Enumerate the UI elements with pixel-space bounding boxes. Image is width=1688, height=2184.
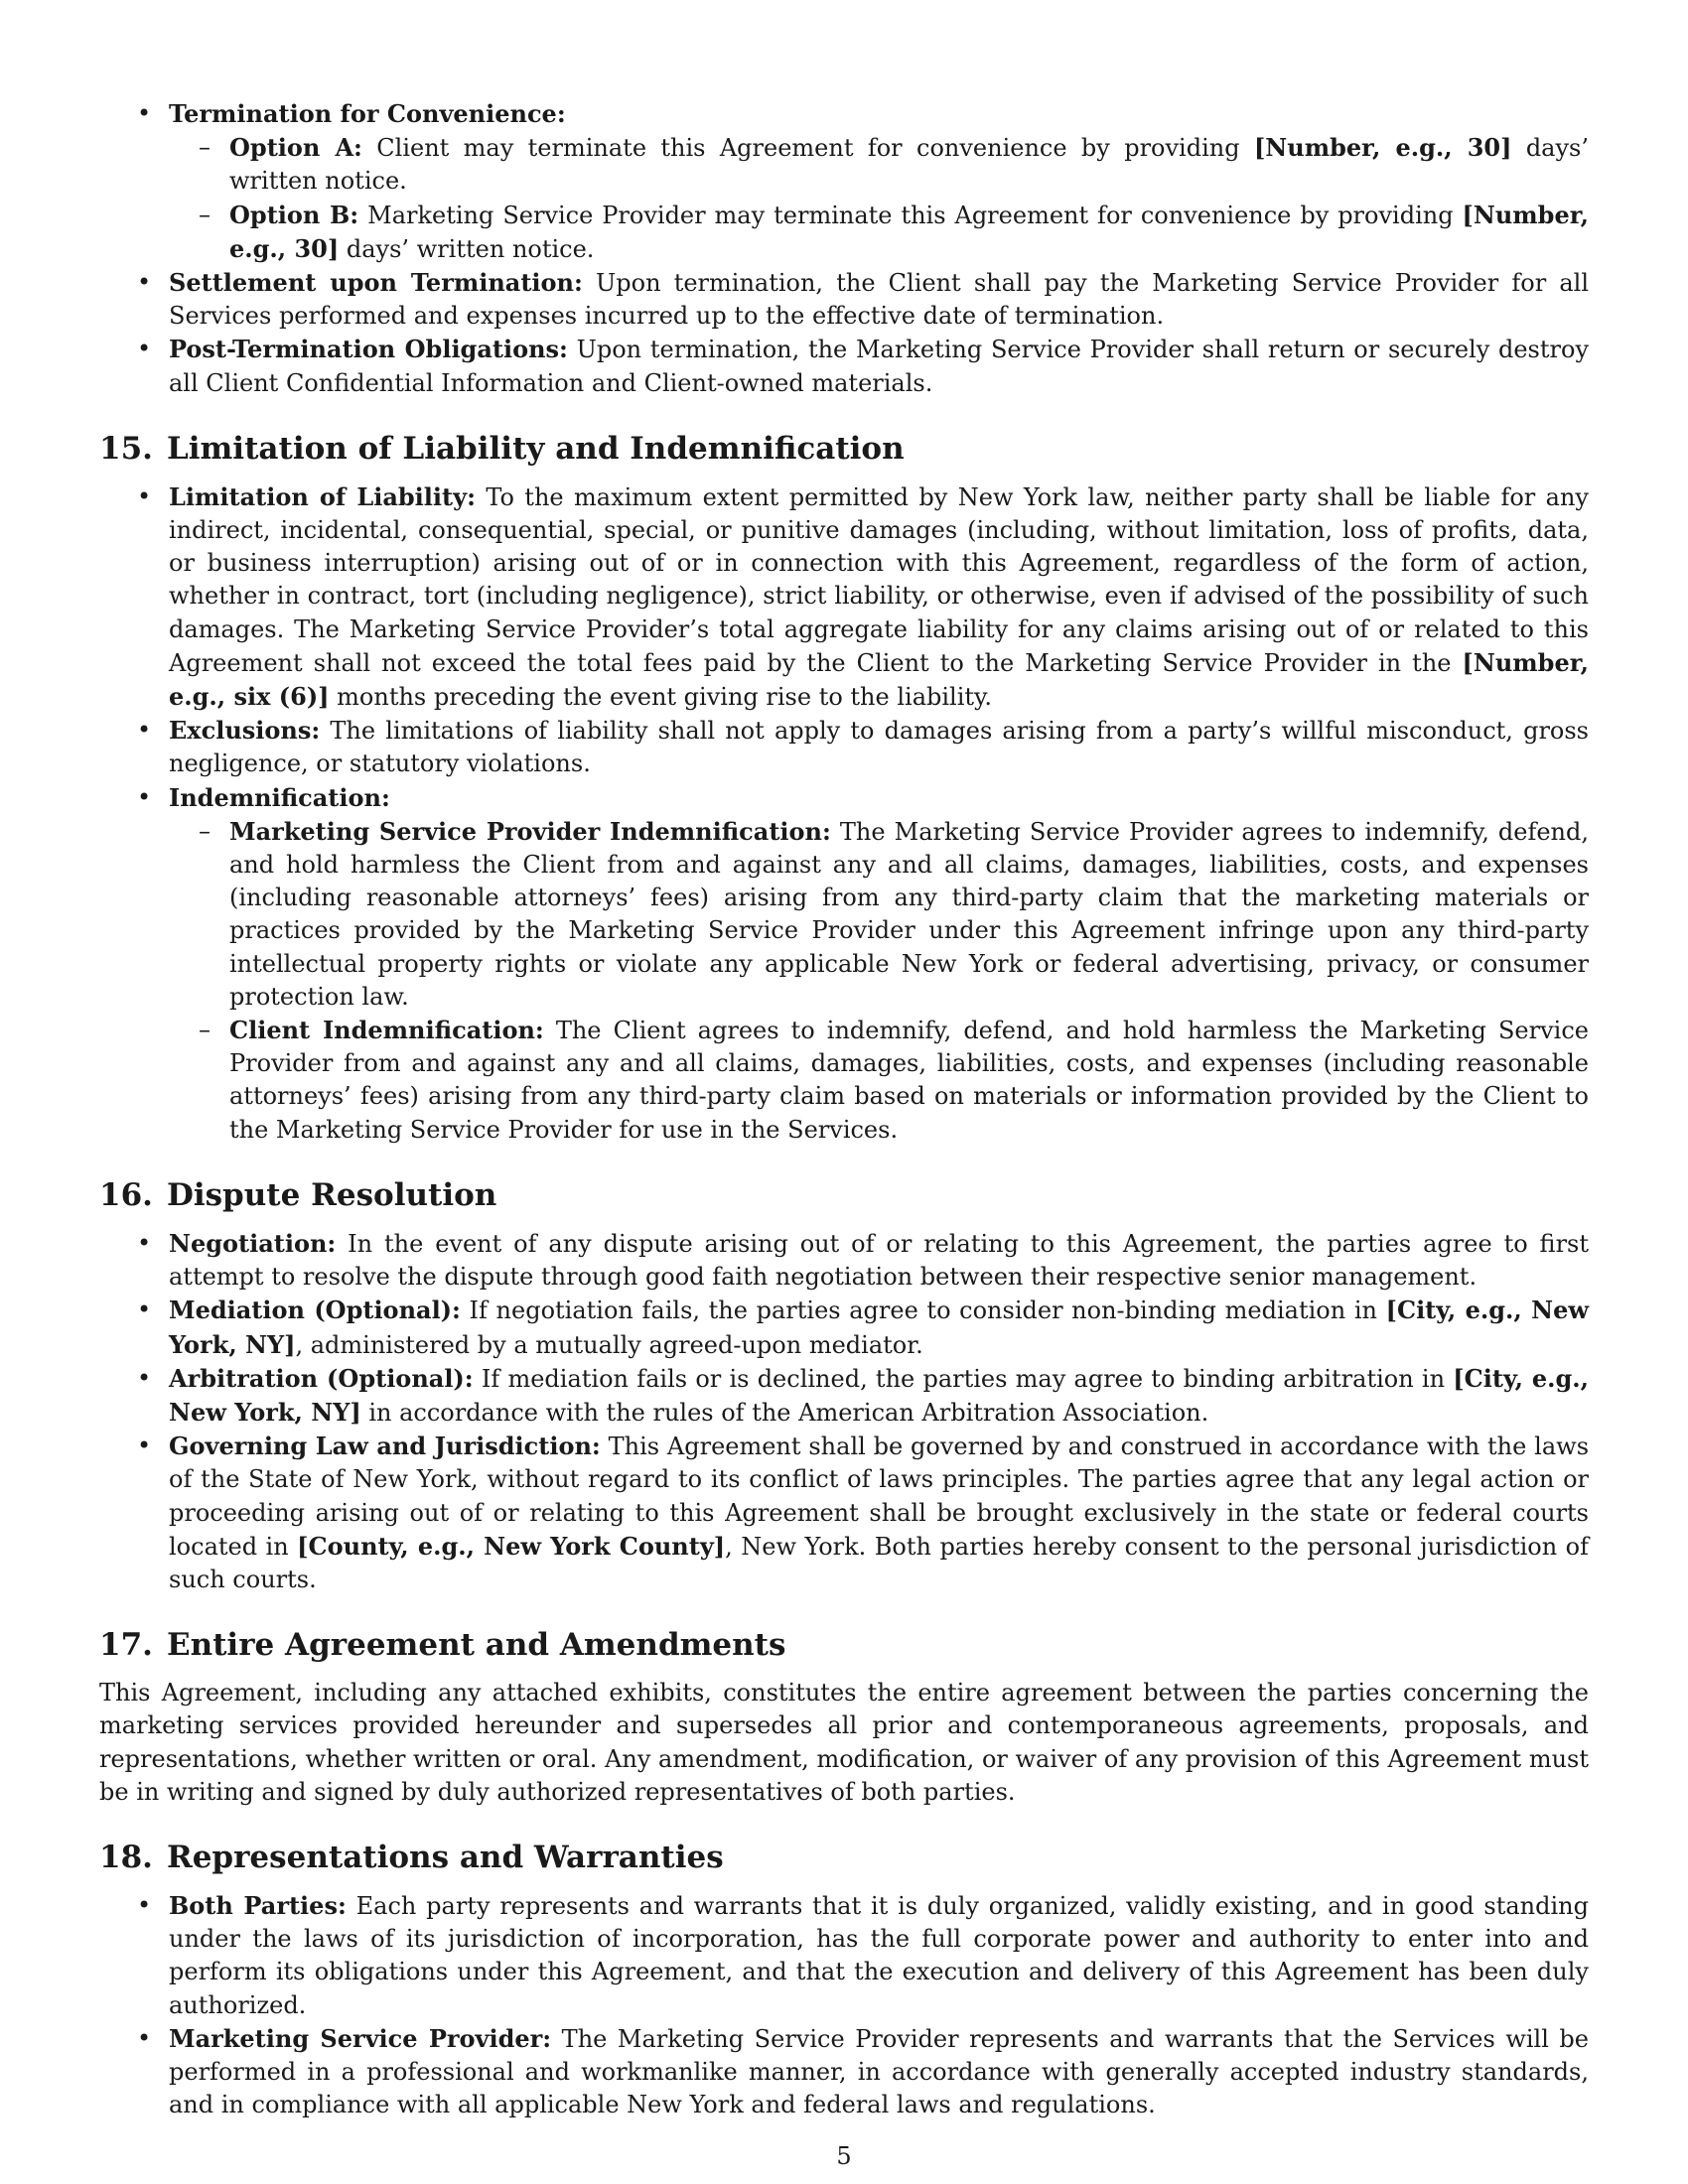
section-title: Representations and Warranties	[166, 1839, 724, 1875]
list-item	[99, 1294, 1589, 1361]
item-label: Arbitration (Optional):	[169, 1363, 474, 1393]
section-title: Limitation of Liability and Indemnification	[166, 430, 905, 467]
sub-list	[169, 815, 1589, 1147]
item-text: months preceding the event giving rise to the liability.	[329, 683, 993, 712]
item-text: To the maximum extent permitted by New York law, neither party shall be liable for any indirect, incidental, consequential, special, or punitive damages (including, without limitation, loss of profits, data, or business interruption) arising out of or in connection with this Agreement, regardless of the form of action, whether in contract, tort (including negligence), strict liability, or otherwise, even if advised of the possibility of such damages. The Marketing Service Provider’s total aggregate liability for any claims arising out of or related to this Agreement shall not exceed the total fees paid by the Client to the Marketing Service Provider in the	[169, 482, 1589, 677]
section-number: 16.	[99, 1176, 153, 1213]
section-heading	[99, 1175, 1589, 1215]
item-label: Termination for Convenience:	[169, 99, 566, 128]
item-text: In the event of any dispute arising out of or relating to this Agreement, the parties agree to first attempt to resolve the dispute through good faith negotiation between their respective senior management.	[169, 1229, 1589, 1292]
list-item	[99, 480, 1589, 714]
section-number: 15.	[99, 430, 153, 467]
item-label: Indemnification:	[169, 782, 390, 812]
section-number: 18.	[99, 1839, 153, 1875]
item-label: Exclusions:	[169, 716, 321, 746]
section-number: 17.	[99, 1627, 153, 1664]
section-paragraph: This Agreement, including any attached exhibits, constitutes the entire agreement between the parties concerning the marketing services provided hereunder and supersedes all prior and contemporaneous agreements, proposals, and representations, whether written or oral. Any amendment, modification, or waiver of any provision of this Agreement must be in writing and signed by duly authorized representatives of both parties.	[99, 1679, 1589, 1806]
section-heading	[99, 1625, 1589, 1665]
section-heading	[99, 429, 1589, 469]
item-text: Marketing Service Provider may terminate this Agreement for convenience by providing	[358, 201, 1463, 229]
page-number: 5	[836, 2142, 852, 2170]
item-text: The limitations of liability shall not apply to damages arising from a party’s willful misconduct, gross negligence, or statutory violations.	[169, 717, 1589, 778]
item-label: Mediation (Optional):	[169, 1296, 461, 1325]
list-item	[99, 781, 1589, 1147]
item-text: Each party represents and warrants that it is duly organized, validly existing, and in good standing under the laws of its jurisdiction of incorporation, has the full corporate power and authority to enter into and perform its obligations under this Agreement, and that the execution and delivery of this Agreement has been duly authorized.	[169, 1891, 1590, 2019]
item-text: Upon termination, the Client shall pay the Marketing Service Provider for all Services performed and expenses incurred up to the effective date of termination.	[169, 269, 1589, 331]
placeholder-text: [City, e.g., New York, NY]	[169, 1363, 1590, 1427]
list-item	[99, 1227, 1589, 1294]
sub-list-item	[169, 131, 1589, 198]
item-text: The Marketing Service Provider represents and warrants that the Services will be performed in a professional and workmanlike manner, in accordance with generally accepted industry standards, and in compliance with all applicable New York and federal laws and regulations.	[169, 2024, 1589, 2119]
item-text: , New York. Both parties hereby consent to the personal jurisdiction of such courts.	[169, 1532, 1590, 1593]
list-item	[99, 714, 1589, 780]
item-text: This Agreement shall be governed by and construed in accordance with the laws of the State of New York, without regard to its conflict of laws principles. The parties agree that any legal action or proceeding arising out of or relating to this Agreement shall be brought exclusively in the state or federal courts located in	[169, 1433, 1590, 1561]
sub-list-item	[169, 1014, 1589, 1147]
item-text: days’ written notice.	[229, 134, 1589, 196]
item-text: The Client agrees to indemnify, defend, and hold harmless the Marketing Service Provider from and against any and all claims, damages, liabilities, costs, and expenses (including reasonable attorneys’ fees) arising from any third-party claim based on materials or information provided by the Client to the Marketing Service Provider for use in the Services.	[229, 1017, 1589, 1144]
item-text: If negotiation fails, the parties agree to consider non-binding mediation in	[460, 1297, 1386, 1325]
item-label: Option A:	[229, 133, 362, 163]
item-label: Client Indemnification:	[229, 1016, 544, 1045]
item-label: Settlement upon Termination:	[169, 268, 583, 298]
item-text: Upon termination, the Marketing Service Provider shall return or securely destroy all Client Confidential Information and Client-owned materials.	[169, 336, 1589, 397]
item-label: Marketing Service Provider:	[169, 2023, 552, 2053]
list-item	[99, 333, 1589, 399]
sub-list	[169, 131, 1589, 266]
item-text: The Marketing Service Provider agrees to indemnify, defend, and hold harmless the Client from and against any and all claims, damages, liabilities, costs, and expenses (including reasonable attorneys’ fees) arising from any third-party claim that the marketing materials or practices provided by the Marketing Service Provider under this Agreement infringe upon any third-party intellectual property rights or violate any applicable New York or federal advertising, privacy, or consumer protection law.	[229, 817, 1589, 1011]
item-text: days’ written notice.	[339, 234, 595, 263]
item-label: Post-Termination Obligations:	[169, 335, 568, 364]
item-text: If mediation fails or is declined, the parties may agree to binding arbitration in	[473, 1364, 1454, 1393]
termination-list	[99, 97, 1589, 400]
item-label: Marketing Service Provider Indemnification:	[229, 816, 831, 846]
list-item	[99, 1889, 1589, 2022]
section-16-list	[99, 1227, 1589, 1596]
section-18-list	[99, 1889, 1589, 2121]
section-heading	[99, 1838, 1589, 1877]
list-item	[99, 1430, 1589, 1596]
item-label: Limitation of Liability:	[169, 481, 476, 511]
placeholder-text: [Number, e.g., six (6)]	[169, 647, 1589, 712]
document-page	[99, 97, 1589, 2121]
item-label: Governing Law and Jurisdiction:	[169, 1432, 601, 1461]
placeholder-text: [County, e.g., New York County]	[297, 1531, 726, 1561]
section-15-list	[99, 480, 1589, 1147]
list-item	[99, 1362, 1589, 1430]
section-title: Entire Agreement and Amendments	[166, 1627, 786, 1664]
sub-list-item	[169, 815, 1589, 1014]
sub-list-item	[169, 199, 1589, 266]
item-text: in accordance with the rules of the American Arbitration Association.	[360, 1398, 1209, 1427]
list-item	[99, 2022, 1589, 2122]
placeholder-text: [Number, e.g., 30]	[1253, 133, 1512, 163]
item-label: Both Parties:	[169, 1890, 347, 1920]
item-text: , administered by a mutually agreed-upon mediator.	[295, 1330, 923, 1359]
placeholder-text: [City, e.g., New York, NY]	[169, 1296, 1589, 1359]
placeholder-text: [Number, e.g., 30]	[229, 200, 1589, 263]
item-text: Client may terminate this Agreement for convenience by providing	[361, 134, 1254, 163]
list-item	[99, 97, 1589, 266]
list-item	[99, 266, 1589, 333]
section-title: Dispute Resolution	[166, 1176, 497, 1213]
item-label: Negotiation:	[169, 1228, 337, 1258]
item-label: Option B:	[229, 200, 359, 229]
